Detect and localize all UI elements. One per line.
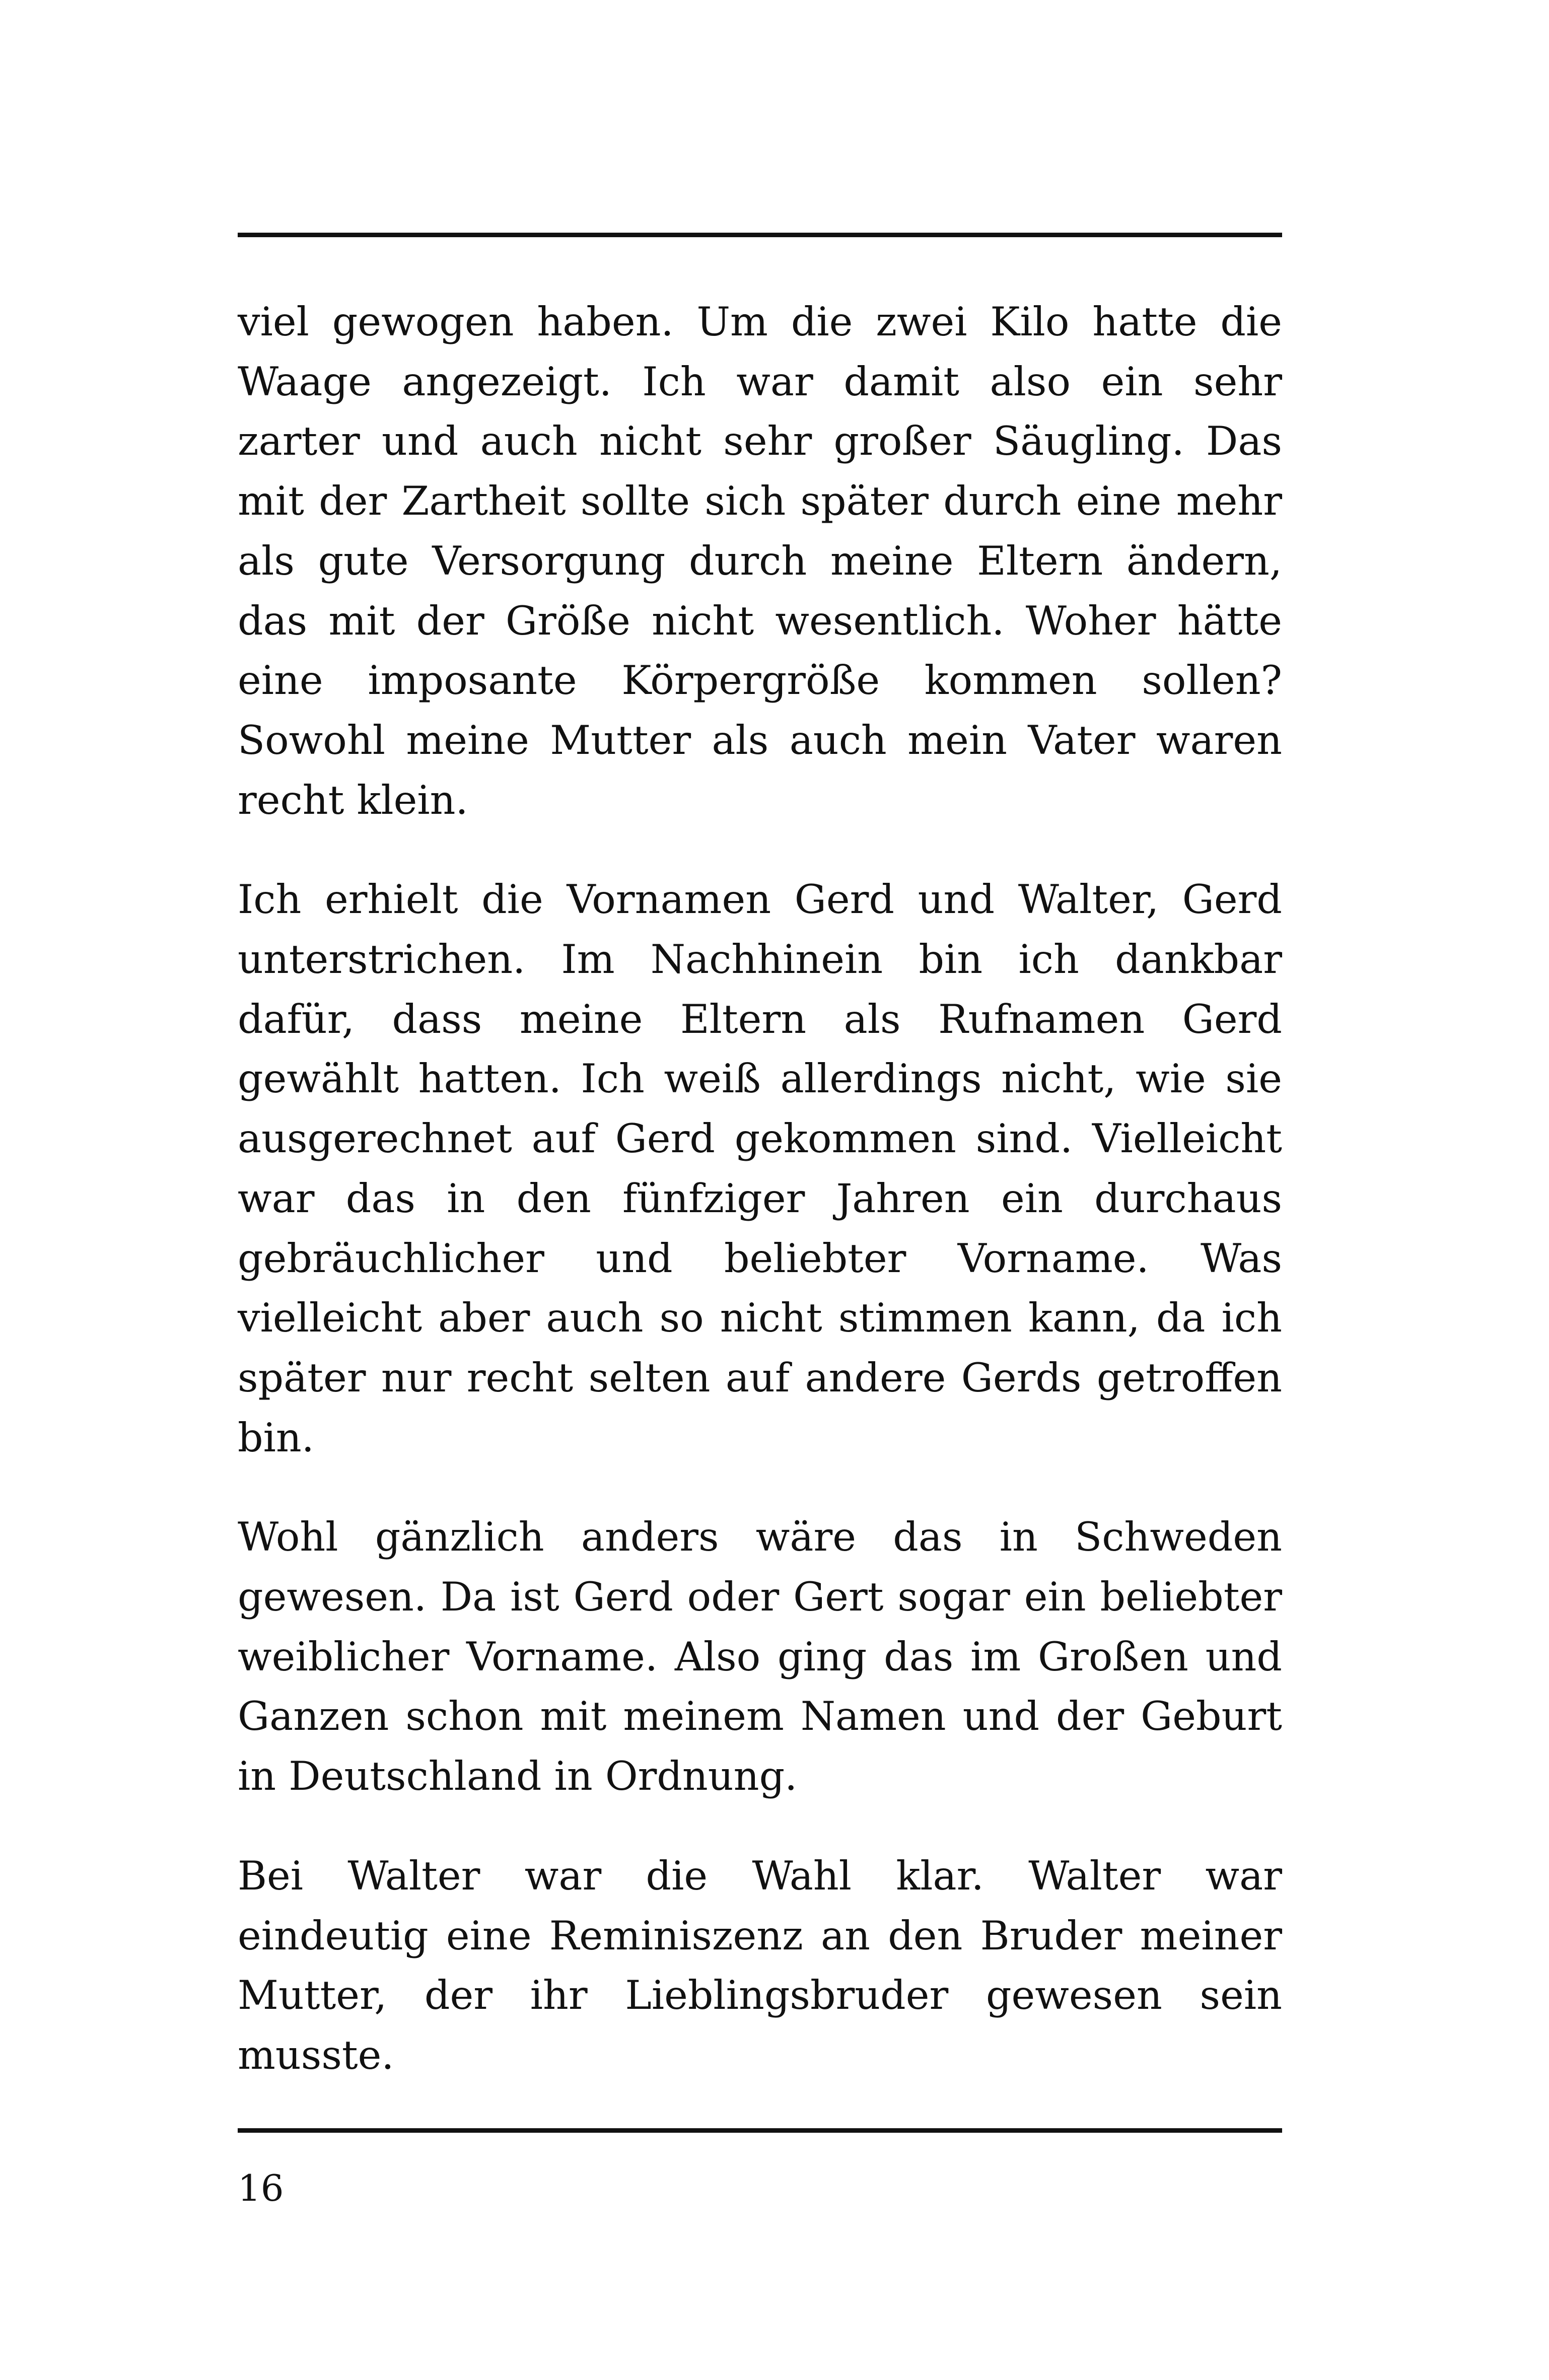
text-line: später nur recht selten auf andere Gerds getroffen [238, 1354, 1282, 1401]
text-line: eine imposante Körpergröße kommen sollen? [238, 657, 1282, 704]
text-line: war das in den fünfziger Jahren ein durchaus [238, 1175, 1282, 1222]
text-line: Wohl gänzlich anders wäre das in Schweden [238, 1514, 1282, 1561]
text-line: bin. [238, 1414, 314, 1461]
text-line: Waage angezeigt. Ich war damit also ein sehr [238, 358, 1282, 405]
text-line: Mutter, der ihr Lieblingsbruder gewesen sein [238, 1972, 1282, 2019]
text-line: ausgerechnet auf Gerd gekommen sind. Vielleicht [238, 1115, 1282, 1162]
text-line: in Deutschland in Ordnung. [238, 1753, 798, 1800]
text-line: Bei Walter war die Wahl klar. Walter war [238, 1852, 1282, 1899]
text-line: Sowohl meine Mutter als auch mein Vater waren [238, 717, 1282, 763]
footer-rule [238, 2128, 1282, 2133]
text-line: gewählt hatten. Ich weiß allerdings nicht, wie sie [238, 1056, 1282, 1102]
text-line: viel gewogen haben. Um die zwei Kilo hatte die [238, 299, 1282, 345]
text-line: eindeutig eine Reminiszenz an den Bruder meiner [238, 1912, 1282, 1959]
text-line: mit der Zartheit sollte sich später durch eine mehr [238, 478, 1282, 525]
paragraph-3 [238, 1507, 1282, 1806]
text-line: recht klein. [238, 777, 468, 823]
paragraph-1 [238, 292, 1282, 830]
paragraph-2 [238, 870, 1282, 1467]
text-line: das mit der Größe nicht wesentlich. Woher hätte [238, 597, 1282, 644]
text-line: Ganzen schon mit meinem Namen und der Geburt [238, 1693, 1282, 1740]
paragraph-4 [238, 1846, 1282, 2085]
text-line: weiblicher Vorname. Also ging das im Großen und [238, 1633, 1282, 1680]
text-line: musste. [238, 2032, 394, 2078]
text-line: als gute Versorgung durch meine Eltern ändern, [238, 537, 1282, 584]
text-line: dafür, dass meine Eltern als Rufnamen Gerd [238, 996, 1282, 1042]
body-text [238, 292, 1282, 2125]
text-line: Ich erhielt die Vornamen Gerd und Walter, Gerd [238, 876, 1282, 923]
text-line: zarter und auch nicht sehr großer Säugling. Das [238, 418, 1282, 465]
header-rule [238, 233, 1282, 237]
page-number: 16 [238, 2167, 284, 2209]
text-line: vielleicht aber auch so nicht stimmen kann, da ich [238, 1295, 1282, 1342]
text-line: gewesen. Da ist Gerd oder Gert sogar ein beliebter [238, 1574, 1282, 1621]
text-line: unterstrichen. Im Nachhinein bin ich dankbar [238, 936, 1282, 983]
text-line: gebräuchlicher und beliebter Vorname. Was [238, 1235, 1282, 1282]
